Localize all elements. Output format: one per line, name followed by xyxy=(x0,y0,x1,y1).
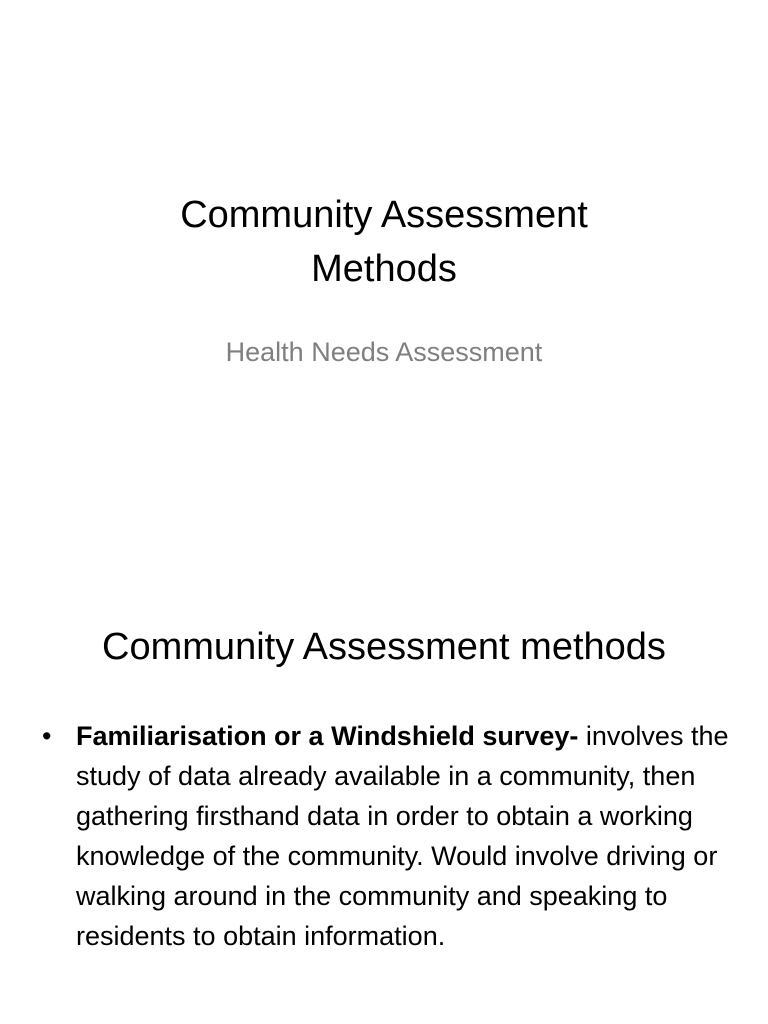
bullet-lead-text: Familiarisation or a Windshield survey- xyxy=(76,721,579,751)
slide-subtitle: Health Needs Assessment xyxy=(225,337,543,367)
bullet-list xyxy=(40,716,740,956)
bullet-icon: • xyxy=(42,721,52,751)
slide-title-heading xyxy=(84,188,684,296)
title-line-1: Community Assessment xyxy=(180,194,588,236)
slide-content xyxy=(0,576,768,1024)
bullet-item xyxy=(40,716,740,956)
title-line-2: Methods xyxy=(311,248,457,290)
bullet-body-text: involves the study of data already available in a community, then gathering firsthand data in order to obtain a working knowledge of the community. Would involve driving or walking around in the community and speaking to residents to obtain information. xyxy=(76,721,729,951)
content-title: Community Assessment methods xyxy=(102,626,666,668)
